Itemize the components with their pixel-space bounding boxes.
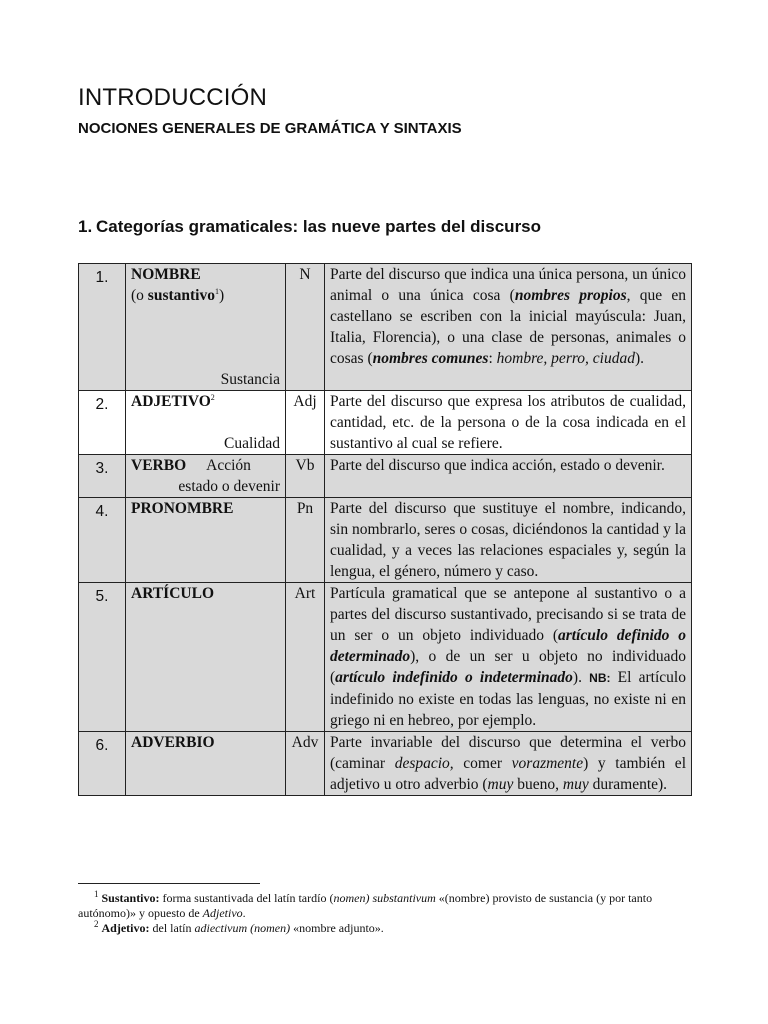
section-title: Categorías gramaticales: las nueve partes del discurso <box>96 217 542 236</box>
term-name: NOMBRE <box>131 266 201 283</box>
def-italic: despacio, <box>394 755 454 772</box>
term-abbreviation: Art <box>286 583 325 732</box>
table-row <box>79 732 692 796</box>
def-italic: muy <box>487 776 514 793</box>
table-row <box>79 498 692 583</box>
term-note <box>131 287 224 304</box>
term-trait: Sustancia <box>220 371 280 388</box>
def-text: duramente). <box>588 776 668 793</box>
table-row <box>79 391 692 455</box>
footnote-italic: Adjetivo <box>202 906 243 920</box>
footnote-ref: 1 <box>214 286 219 296</box>
table-row <box>79 455 692 498</box>
term-trait: Cualidad <box>224 435 280 452</box>
def-text: bueno, <box>513 776 563 793</box>
term-definition: Parte del discurso que expresa los atributos de cualidad, cantidad, etc. de la persona o de la cosa indicada en el sustantivo al cual se refiere. <box>325 391 692 455</box>
def-text: ). <box>635 350 645 367</box>
section-number: 1. <box>78 217 93 236</box>
footnote-italic: nomen) substantivum <box>333 891 436 905</box>
def-text: , que en castellano se escriben con la inicial mayúscula: Juan, Italia, Florencia), o una clase de personas, animales o cosas ( <box>330 287 687 367</box>
def-text: El artículo indefinido no existe en todas las lenguas, no existe ni en griego ni en hebreo, por ejemplo. <box>330 669 686 729</box>
def-emphasis: artículo definido o determinado <box>330 627 686 665</box>
parts-of-speech-table <box>78 263 692 796</box>
term-abbreviation: Adv <box>286 732 325 796</box>
term-definition <box>325 264 692 391</box>
def-emphasis: nombres propios <box>514 287 627 304</box>
footnote-label: Sustantivo: <box>101 891 160 905</box>
def-text: Partícula gramatical que se antepone al sustantivo o a partes del discurso sustantivado, precisando si se trata de un ser o un objeto individuado ( <box>330 585 686 644</box>
footnote <box>78 891 692 921</box>
term-definition: Parte del discurso que indica acción, estado o devenir. <box>325 455 692 498</box>
term-name: VERBO <box>131 457 187 474</box>
footnote <box>78 921 692 936</box>
def-text: ). <box>572 669 590 686</box>
table-row <box>79 583 692 732</box>
def-text: comer <box>453 755 512 772</box>
footnote-separator <box>78 883 260 884</box>
term-cell <box>126 732 286 796</box>
def-text: ) y también el adjetivo u otro adverbio ( <box>330 755 686 793</box>
def-text: ), o de un ser u objeto no individuado ( <box>330 648 686 686</box>
row-number: 5. <box>79 583 126 732</box>
footnote-text: «(nombre) provisto de sustancia (y por tanto autónomo)» y opuesto de <box>78 891 653 920</box>
footnote-mark: 1 <box>94 889 99 899</box>
term-definition <box>325 583 692 732</box>
term-abbreviation: Pn <box>286 498 325 583</box>
footnote-text: del latín <box>149 921 195 935</box>
term-cell <box>126 455 286 498</box>
nb-label: NB: <box>589 671 611 685</box>
footnote-text: «nombre adjunto». <box>290 921 384 935</box>
term-name: ADVERBIO <box>131 734 215 751</box>
row-number: 1. <box>79 264 126 391</box>
row-number: 2. <box>79 391 126 455</box>
term-cell <box>126 498 286 583</box>
page-title: INTRODUCCIÓN <box>78 84 268 111</box>
term-name: PRONOMBRE <box>131 500 234 517</box>
term-trait: estado o devenir <box>178 478 280 495</box>
footnote-italic: adiectivum (nomen) <box>194 921 291 935</box>
term-note-bold: sustantivo <box>147 287 215 304</box>
term-note-suffix: ) <box>218 287 225 304</box>
footnote-text: . <box>242 906 246 920</box>
term-definition <box>325 732 692 796</box>
def-text: : <box>488 350 497 367</box>
def-italic: muy <box>562 776 589 793</box>
row-number: 3. <box>79 455 126 498</box>
term-cell <box>126 391 286 455</box>
row-number: 4. <box>79 498 126 583</box>
term-trait: Acción <box>206 457 251 474</box>
footnote-text: forma sustantivada del latín tardío ( <box>159 891 334 905</box>
def-emphasis: artículo indefinido o indeterminado <box>335 669 573 686</box>
term-cell <box>126 583 286 732</box>
table-row <box>79 264 692 391</box>
term-definition: Parte del discurso que sustituye el nombre, indicando, sin nombrarlo, seres o cosas, diciéndonos la cantidad y la cualidad, y a veces las relaciones espaciales y, según la lengua, el género, número y caso. <box>325 498 692 583</box>
def-text: Parte invariable del discurso que determina el verbo (caminar <box>330 734 686 772</box>
def-italic: vorazmente <box>511 755 584 772</box>
def-italic: hombre, perro, ciudad <box>496 350 635 367</box>
term-name: ARTÍCULO <box>131 585 214 602</box>
row-number: 6. <box>79 732 126 796</box>
def-text: Parte del discurso que indica una única persona, un único animal o una única cosa ( <box>330 266 686 304</box>
term-cell <box>126 264 286 391</box>
section-heading <box>78 217 541 237</box>
def-emphasis: nombres comunes <box>372 350 489 367</box>
page-subtitle: NOCIONES GENERALES DE GRAMÁTICA Y SINTAXIS <box>78 120 462 137</box>
term-note-prefix: (o <box>131 287 148 304</box>
term-name: ADJETIVO <box>131 393 211 410</box>
footnote-label: Adjetivo: <box>101 921 150 935</box>
term-abbreviation: N <box>286 264 325 391</box>
footnote-mark: 2 <box>94 919 99 929</box>
term-abbreviation: Adj <box>286 391 325 455</box>
term-abbreviation: Vb <box>286 455 325 498</box>
footnote-ref: 2 <box>210 392 215 402</box>
